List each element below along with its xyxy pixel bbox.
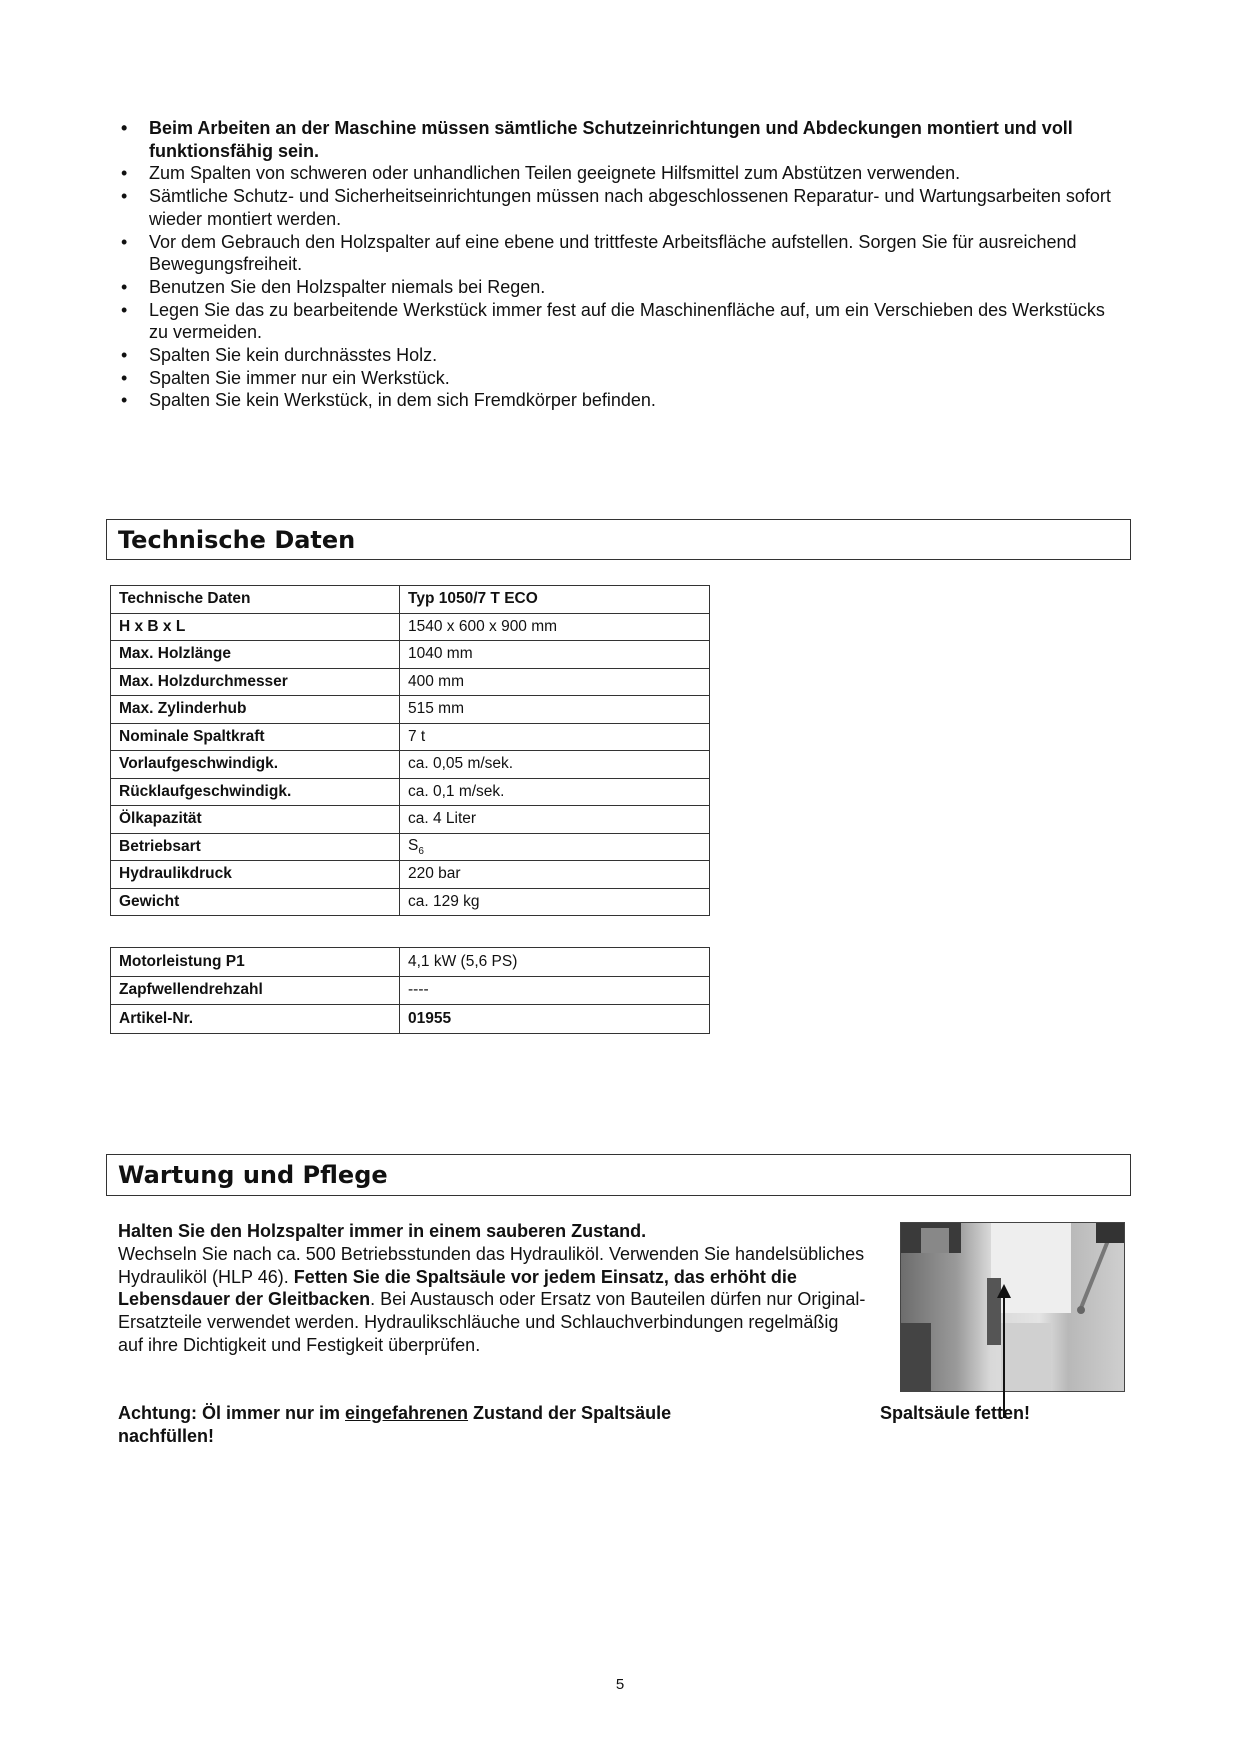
table-row	[111, 668, 710, 696]
page-number: 5	[615, 1676, 625, 1693]
spec-value: 1040 mm	[400, 641, 710, 669]
table-row	[111, 586, 710, 614]
spec-value: Typ 1050/7 T ECO	[400, 586, 710, 614]
bullet-item: • Spalten Sie kein Werkstück, in dem sich Fremdkörper befinden.	[121, 389, 1121, 412]
bullet-item: • Legen Sie das zu bearbeitende Werkstück immer fest auf die Maschinenfläche auf, um ein Verschieben des Werkstücks zu vermeiden.	[121, 299, 1121, 344]
table-row	[111, 723, 710, 751]
spec-label: Max. Holzlänge	[111, 641, 400, 669]
bullet-item: • Beim Arbeiten an der Maschine müssen sämtliche Schutzeinrichtungen und Abdeckungen montiert und voll funktionsfähig sein.	[121, 117, 1121, 162]
spec-label: Hydraulikdruck	[111, 861, 400, 889]
table-row	[111, 696, 710, 724]
para-text: . Bei Austausch oder Ersatz von Bauteilen dürfen nur Original-Ersatzteile verwendet werden. Hydraulikschläuche und Schlauchverbindungen regelmäßig auf ihre Dichtigkeit und Festigkeit überprüfen.	[118, 1289, 866, 1355]
spec-value: 01955	[400, 1005, 710, 1034]
spec-value: 7 t	[400, 723, 710, 751]
oil-warning	[118, 1402, 758, 1448]
table-row	[111, 861, 710, 889]
spec-table-motor	[110, 947, 710, 1034]
safety-bullet-list	[121, 117, 1121, 412]
spec-label: Zapfwellendrehzahl	[111, 976, 400, 1005]
table-row	[111, 976, 710, 1005]
bullet-item: • Spalten Sie immer nur ein Werkstück.	[121, 367, 1121, 390]
maintenance-paragraph	[118, 1220, 868, 1357]
spec-value: ca. 0,05 m/sek.	[400, 751, 710, 779]
spec-value: 1540 x 600 x 900 mm	[400, 613, 710, 641]
para-text: Wechseln Sie nach ca. 500 Betriebsstunden das Hydrauliköl. Verwenden Sie handelsübliches Hydrauliköl (HLP 46).	[118, 1243, 865, 1287]
photo-illustration	[901, 1223, 1125, 1392]
bullet-item: • Benutzen Sie den Holzspalter niemals bei Regen.	[121, 276, 1121, 299]
bullet-item: • Spalten Sie kein durchnässtes Holz.	[121, 344, 1121, 367]
table-row	[111, 948, 710, 977]
spec-value: 515 mm	[400, 696, 710, 724]
warning-text: Achtung: Öl immer nur im	[118, 1403, 346, 1423]
section-heading-maintenance: Wartung und Pflege	[106, 1154, 1131, 1196]
table-row	[111, 1005, 710, 1034]
spec-label: Motorleistung P1	[111, 948, 400, 977]
splitter-column-photo	[900, 1222, 1125, 1392]
table-row	[111, 641, 710, 669]
spec-label: Technische Daten	[111, 586, 400, 614]
spec-value: ----	[400, 976, 710, 1005]
spec-label: Max. Holzdurchmesser	[111, 668, 400, 696]
spec-label: Nominale Spaltkraft	[111, 723, 400, 751]
table-row	[111, 806, 710, 834]
spec-value: $S_6$	[400, 833, 710, 861]
table-row	[111, 888, 710, 916]
section-heading-tech: Technische Daten	[106, 519, 1131, 560]
para-bold: Fetten Sie die Spaltsäule vor jedem Einsatz, das erhöht die Lebensdauer der Gleitbacken	[118, 1266, 797, 1310]
arrow-line	[1003, 1290, 1005, 1418]
spec-label: H x B x L	[111, 613, 400, 641]
spec-label: Max. Zylinderhub	[111, 696, 400, 724]
bullet-item: • Sämtliche Schutz- und Sicherheitseinrichtungen müssen nach abgeschlossenen Reparatur- und Wartungsarbeiten sofort wieder montiert werden.	[121, 185, 1121, 230]
spec-value: ca. 129 kg	[400, 888, 710, 916]
spec-value: ca. 0,1 m/sek.	[400, 778, 710, 806]
table-row	[111, 833, 710, 861]
para-bold: Halten Sie den Holzspalter immer in einem sauberen Zustand.	[118, 1221, 647, 1241]
spec-value: 400 mm	[400, 668, 710, 696]
spec-value: ca. 4 Liter	[400, 806, 710, 834]
photo-caption: Spaltsäule fetten!	[880, 1403, 1031, 1423]
warning-text: Zustand der Spaltsäule nachfüllen!	[118, 1403, 672, 1446]
table-row	[111, 613, 710, 641]
table-row	[111, 778, 710, 806]
bullet-item: • Vor dem Gebrauch den Holzspalter auf eine ebene und trittfeste Arbeitsfläche aufstellen. Sorgen Sie für ausreichend Bewegungsfreiheit.	[121, 231, 1121, 276]
spec-label: Artikel-Nr.	[111, 1005, 400, 1034]
spec-value: 220 bar	[400, 861, 710, 889]
spec-label: Ölkapazität	[111, 806, 400, 834]
bullet-item: • Zum Spalten von schweren oder unhandlichen Teilen geeignete Hilfsmittel zum Abstützen verwenden.	[121, 162, 1121, 185]
spec-value: 4,1 kW (5,6 PS)	[400, 948, 710, 977]
spec-label: Gewicht	[111, 888, 400, 916]
spec-label: Betriebsart	[111, 833, 400, 861]
spec-label: Rücklaufgeschwindigk.	[111, 778, 400, 806]
spec-label: Vorlaufgeschwindigk.	[111, 751, 400, 779]
table-row	[111, 751, 710, 779]
spec-table	[110, 585, 710, 916]
warning-underlined: eingefahrenen	[345, 1403, 469, 1423]
